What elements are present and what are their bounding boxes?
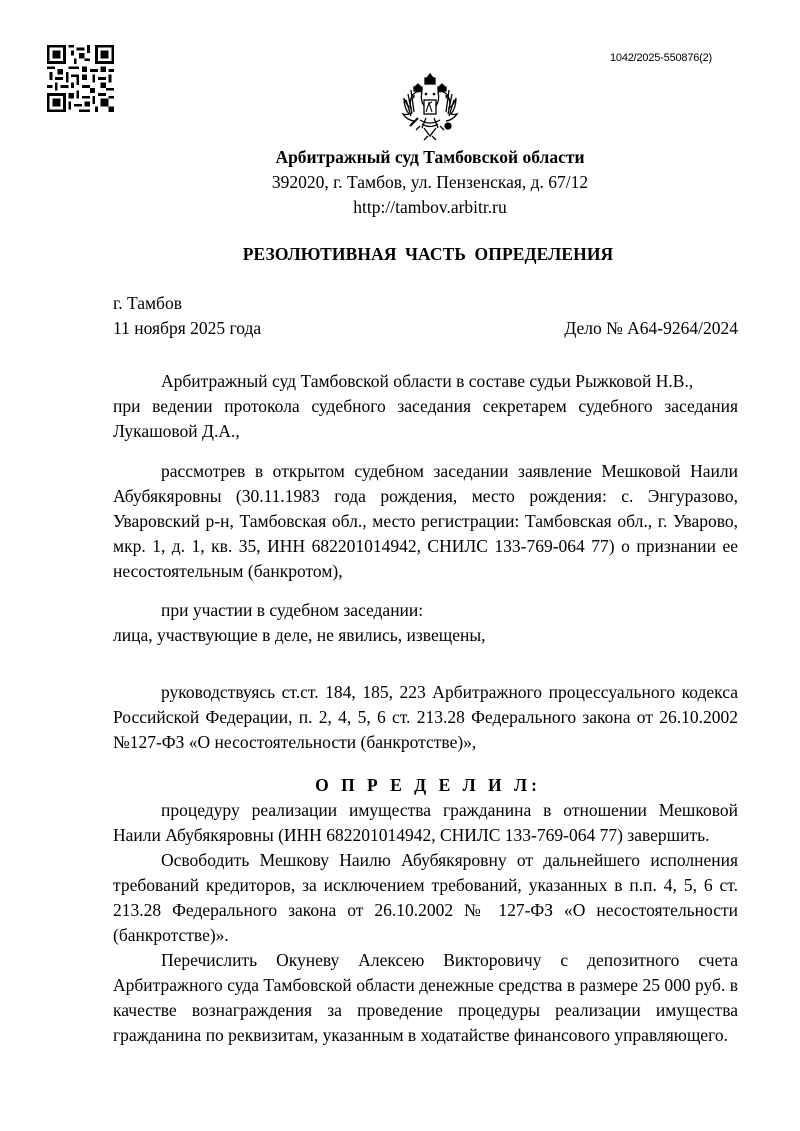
text-line: процедуру реализации имущества гражданина в отношении Мешковой — [161, 800, 738, 820]
paragraph-composition — [113, 369, 738, 444]
text-line: Освободить Мешкову Наилю Абубякяровну от дальнейшего исполнения — [161, 850, 738, 870]
text-line: Уваровский р-н, Тамбовская обл., место регистрации: Тамбовская обл., г. Уварово, — [113, 511, 738, 531]
paragraph-considering — [113, 459, 738, 584]
case-number: Дело № А64-9264/2024 — [564, 318, 738, 338]
court-website-link[interactable]: http://tambov.arbitr.ru — [353, 197, 507, 217]
text-line: несостоятельным (банкротом), — [113, 561, 343, 581]
text-line: Перечислить Окуневу Алексею Викторовичу с депозитного счета — [161, 950, 738, 970]
text-line: рассмотрев в открытом судебном заседании заявление Мешковой Наили — [161, 461, 738, 481]
court-name: Арбитражный суд Тамбовской области — [275, 147, 585, 167]
qr-code-icon — [47, 45, 114, 112]
text-line: Арбитражного суда Тамбовской области денежные средства в размере 25 000 руб. в — [113, 975, 738, 995]
city-text: г. Тамбов — [113, 293, 182, 313]
document-title: РЕЗОЛЮТИВНАЯ ЧАСТЬ ОПРЕДЕЛЕНИЯ — [242, 244, 614, 264]
text-line: руководствуясь ст.ст. 184, 185, 223 Арбитражного процессуального кодекса — [161, 682, 738, 702]
paragraph-guided-by — [113, 680, 738, 755]
decree-heading: О П Р Е Д Е Л И Л: — [315, 775, 541, 795]
text-line: Российской Федерации, п. 2, 4, 5, 6 ст. 213.28 Федерального закона от 26.10.2002 — [113, 707, 738, 727]
text-line: качестве вознаграждения за проведение процедуры реализации имущества — [113, 1000, 738, 1020]
text-line: мкр. 1, д. 1, кв. 35, ИНН 682201014942, СНИЛС 133-769-064 77) о признании ее — [113, 536, 738, 556]
text-line: Наили Абубякяровны (ИНН 682201014942, СНИЛС 133-769-064 77) завершить. — [113, 825, 710, 845]
text-line: гражданина по реквизитам, указанным в ходатайстве финансового управляющего. — [113, 1025, 728, 1045]
text-line: при ведении протокола судебного заседания секретарем судебного заседания — [113, 396, 738, 416]
text-line: Арбитражный суд Тамбовской области в составе судьи Рыжковой Н.В., — [161, 371, 694, 391]
court-address: 392020, г. Тамбов, ул. Пензенская, д. 67/12 — [271, 172, 589, 192]
document-number: 1042/2025-550876(2) — [609, 52, 712, 64]
coat-of-arms-russia-icon — [398, 70, 462, 145]
text-line: №127-ФЗ «О несостоятельности (банкротстве)», — [113, 732, 477, 752]
text-line: Лукашовой Д.А., — [113, 421, 240, 441]
paragraph-decree — [113, 798, 738, 1048]
text-line: Абубякяровны (30.11.1983 года рождения, место рождения: с. Энгуразово, — [113, 486, 738, 506]
text-line: лица, участвующие в деле, не явились, извещены, — [113, 625, 486, 645]
text-line: 213.28 Федерального закона от 26.10.2002 № 127-ФЗ «О несостоятельности — [113, 900, 738, 920]
text-line: требований кредиторов, за исключением требований, указанных в п.п. 4, 5, 6 ст. — [113, 875, 738, 895]
text-line: при участии в судебном заседании: — [161, 600, 424, 620]
city — [113, 291, 738, 316]
text-line: (банкротстве)». — [113, 925, 229, 945]
date-case-row — [113, 316, 738, 341]
paragraph-participation — [113, 598, 738, 648]
decision-date: 11 ноября 2025 года — [113, 318, 262, 338]
